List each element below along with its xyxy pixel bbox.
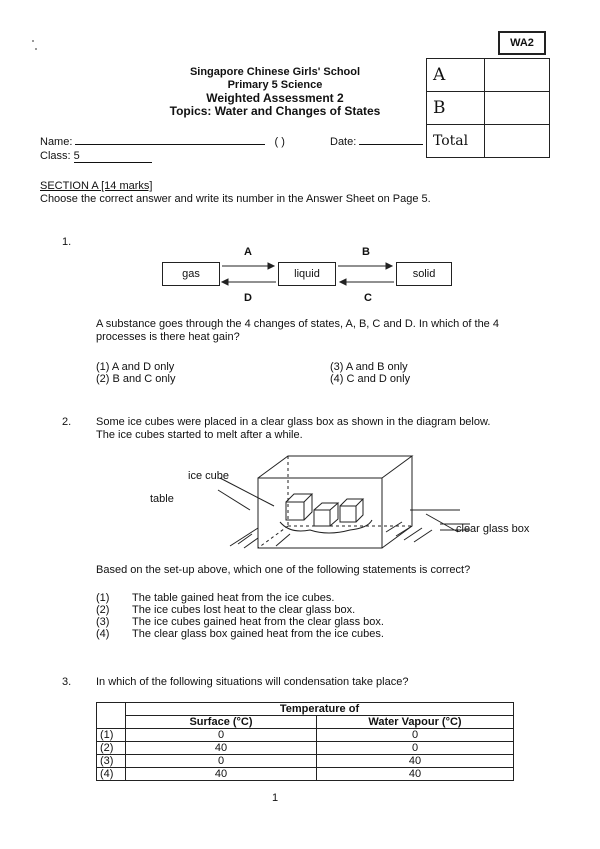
- q3-surface-value: 40: [126, 768, 317, 781]
- q2-option-3: [96, 616, 384, 628]
- q1-arrows: [160, 246, 460, 306]
- class-field[interactable]: [74, 150, 152, 163]
- marks-table: [426, 58, 550, 158]
- assessment-title: Weighted Assessment 2: [206, 91, 344, 105]
- stray-mark: [35, 48, 37, 50]
- q3-vapour-value: 0: [317, 729, 514, 742]
- q3-table-group-row: [97, 703, 514, 716]
- section-instruction: Choose the correct answer and write its number in the Answer Sheet on Page 5.: [40, 193, 431, 205]
- q1-state-solid: solid: [396, 262, 452, 286]
- marks-value-a[interactable]: [485, 59, 550, 92]
- q3-question: In which of the following situations will condensation take place?: [96, 676, 409, 688]
- marks-row-total: [427, 125, 550, 158]
- q1-arrow-label-a: A: [244, 246, 252, 258]
- marks-row-b: [427, 92, 550, 125]
- q2-question: Some ice cubes were placed in a clear glass box as shown in the diagram below. The ice cubes started to melt after a while.: [96, 416, 491, 441]
- paper-code-box: WA2: [498, 31, 546, 55]
- q2-option-3-text: The ice cubes gained heat from the clear glass box.: [132, 616, 384, 628]
- stray-mark: [32, 40, 34, 42]
- q1-arrow-label-c: C: [364, 292, 372, 304]
- marks-value-total[interactable]: [485, 125, 550, 158]
- q2-option-1-num: (1): [96, 592, 110, 604]
- level: Primary 5 Science: [227, 79, 323, 91]
- q1-number: 1.: [62, 236, 72, 248]
- q2-option-4-num: (4): [96, 628, 110, 640]
- marks-value-b[interactable]: [485, 92, 550, 125]
- q1-state-liquid: liquid: [278, 262, 336, 286]
- q2-option-1-text: The table gained heat from the ice cubes.: [132, 592, 335, 604]
- marks-label-total: Total: [427, 125, 485, 158]
- table-row: [97, 755, 514, 768]
- date-field[interactable]: [359, 144, 423, 145]
- page-number: 1: [272, 792, 279, 804]
- q1-question: A substance goes through the 4 changes of states, A, B, C and D. In which of the 4 processes is there heat gain?: [96, 318, 499, 343]
- topics: Topics: Water and Changes of States: [169, 104, 381, 118]
- q1-option-3: (3) A and B only: [330, 361, 408, 373]
- q3-vapour-value: 40: [317, 755, 514, 768]
- q1-diagram: [160, 246, 460, 306]
- arrow-b-head: [386, 263, 392, 269]
- q3-row-label: (1): [97, 729, 126, 742]
- q3-vapour-value: 0: [317, 742, 514, 755]
- q1-arrow-label-d: D: [244, 292, 252, 304]
- arrow-a-head: [268, 263, 274, 269]
- class-value: 5: [73, 150, 80, 162]
- table-row: [97, 742, 514, 755]
- table-row: [97, 729, 514, 742]
- q3-row-label: (4): [97, 768, 126, 781]
- q3-row-label: (3): [97, 755, 126, 768]
- name-row: [40, 136, 285, 148]
- q1-option-1: (1) A and D only: [96, 361, 175, 373]
- arrow-d-head: [222, 279, 228, 285]
- q2-option-2-num: (2): [96, 604, 110, 616]
- class-row: [40, 150, 152, 163]
- label-table: table: [150, 493, 174, 505]
- marks-row-a: [427, 59, 550, 92]
- q3-surface-value: 40: [126, 742, 317, 755]
- q1-state-gas: gas: [162, 262, 220, 286]
- q3-col-vapour: Water Vapour (°C): [317, 716, 514, 729]
- index-brackets: ( ): [274, 136, 285, 148]
- label-glass-box: clear glass box: [456, 523, 530, 535]
- q3-table: [96, 702, 514, 781]
- marks-label-a: A: [427, 59, 485, 92]
- q2-option-1: [96, 592, 384, 604]
- date-label: Date:: [330, 136, 357, 148]
- q3-group-header: Temperature of: [126, 703, 514, 716]
- q2-number: 2.: [62, 416, 72, 428]
- q2-option-4: [96, 628, 384, 640]
- q1-arrow-label-b: B: [362, 246, 370, 258]
- q3-table-corner: [97, 703, 126, 729]
- arrow-c-head: [340, 279, 346, 285]
- q3-number: 3.: [62, 676, 72, 688]
- q2-option-2: [96, 604, 384, 616]
- date-row: [330, 136, 423, 148]
- q2-option-4-text: The clear glass box gained heat from the ice cubes.: [132, 628, 384, 640]
- name-label: Name:: [40, 136, 73, 148]
- q2-diagram: [140, 448, 560, 558]
- q1-option-2: (2) B and C only: [96, 373, 176, 385]
- q2-option-2-text: The ice cubes lost heat to the clear glass box.: [132, 604, 356, 616]
- school-name: Singapore Chinese Girls' School: [189, 66, 361, 78]
- q3-table-header-row: [97, 716, 514, 729]
- class-label: Class:: [40, 150, 71, 162]
- marks-label-b: B: [427, 92, 485, 125]
- glass-box-drawing: [140, 448, 560, 558]
- q3-vapour-value: 40: [317, 768, 514, 781]
- table-row: [97, 768, 514, 781]
- section-title: SECTION A [14 marks]: [40, 180, 153, 192]
- q1-option-4: (4) C and D only: [330, 373, 411, 385]
- q3-surface-value: 0: [126, 755, 317, 768]
- q3-col-surface: Surface (°C): [126, 716, 317, 729]
- paper-header: [150, 66, 400, 118]
- q2-prompt: Based on the set-up above, which one of the following statements is correct?: [96, 564, 471, 576]
- q2-options: [96, 592, 384, 640]
- label-ice-cube: ice cube: [188, 470, 229, 482]
- q3-surface-value: 0: [126, 729, 317, 742]
- name-field[interactable]: [75, 144, 265, 145]
- q2-option-3-num: (3): [96, 616, 110, 628]
- q3-row-label: (2): [97, 742, 126, 755]
